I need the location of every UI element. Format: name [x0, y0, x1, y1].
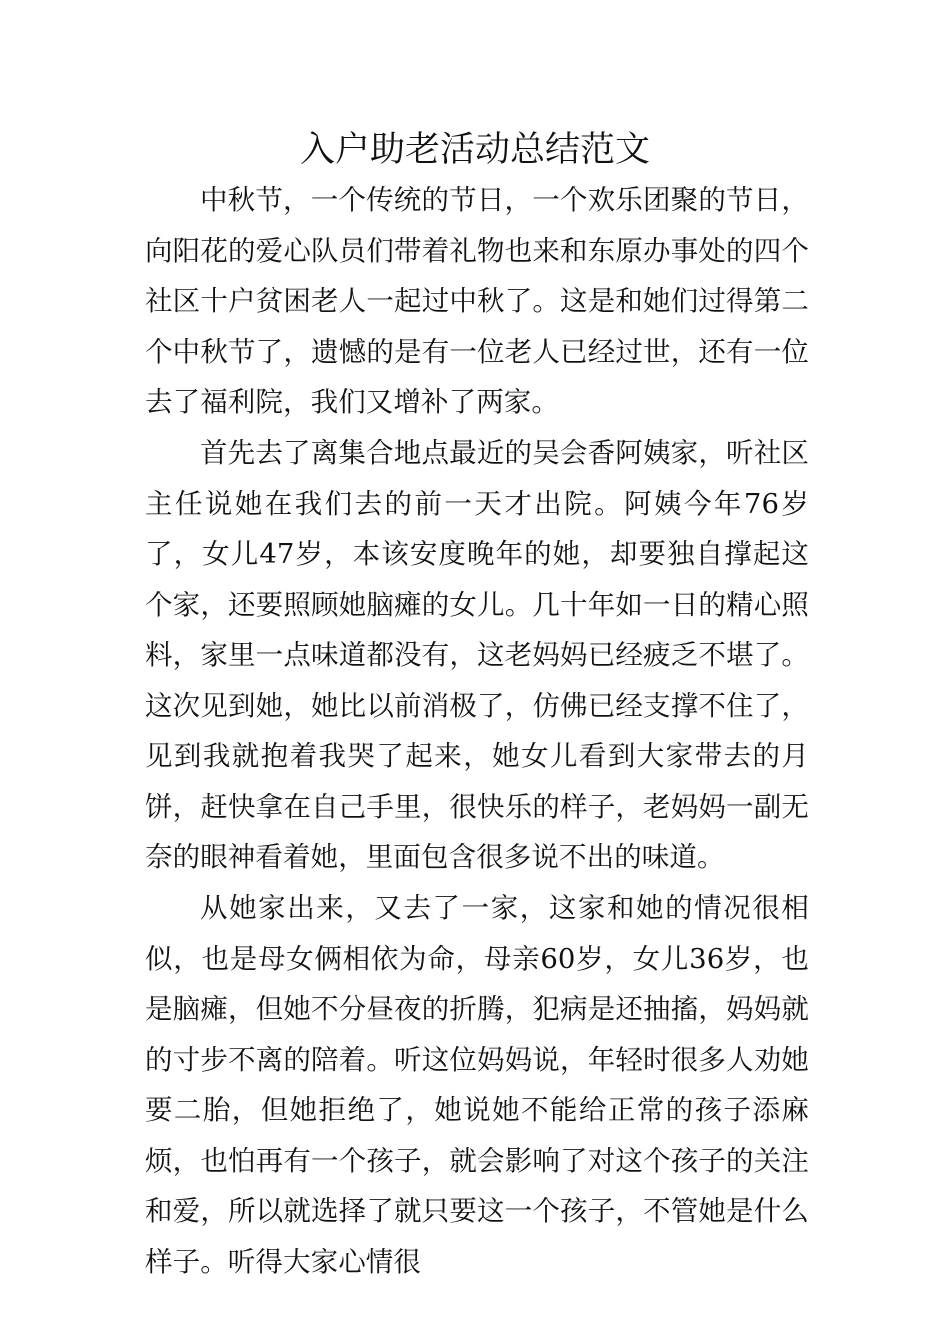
paragraph-2: 首先去了离集合地点最近的吴会香阿姨家，听社区主任说她在我们去的前一天才出院。阿姨今年76岁了，女儿47岁，本该安度晚年的她，却要独自撑起这个家，还要照顾她脑瘫的女儿。几十年如一日的精心照料，家里一点味道都没有，这老妈妈已经疲乏不堪了。这次见到她，她比以前消极了，仿佛已经支撑不住了，见到我就抱着我哭了起来，她女儿看到大家带去的月饼，赶快拿在自己手里，很快乐的样子，老妈妈一副无奈的眼神看着她，里面包含很多说不出的味道。	[145, 437, 809, 873]
paragraph-1: 中秋节，一个传统的节日，一个欢乐团聚的节日，向阳花的爱心队员们带着礼物也来和东原办事处的四个社区十户贫困老人一起过中秋了。这是和她们过得第二个中秋节了，遗憾的是有一位老人已经过世，还有一位去了福利院，我们又增补了两家。	[145, 184, 809, 418]
document-body	[145, 175, 809, 1287]
paragraph-3: 从她家出来，又去了一家，这家和她的情况很相似，也是母女俩相依为命，母亲60岁，女儿36岁，也是脑瘫，但她不分昼夜的折腾，犯病是还抽搐，妈妈就的寸步不离的陪着。听这位妈妈说，年轻时很多人劝她要二胎，但她拒绝了，她说她不能给正常的孩子添麻烦，也怕再有一个孩子，就会影响了对这个孩子的关注和爱，所以就选择了就只要这一个孩子，不管她是什么样子。听得大家心情很	[145, 892, 809, 1278]
document-title: 入户助老活动总结范文	[299, 130, 650, 170]
